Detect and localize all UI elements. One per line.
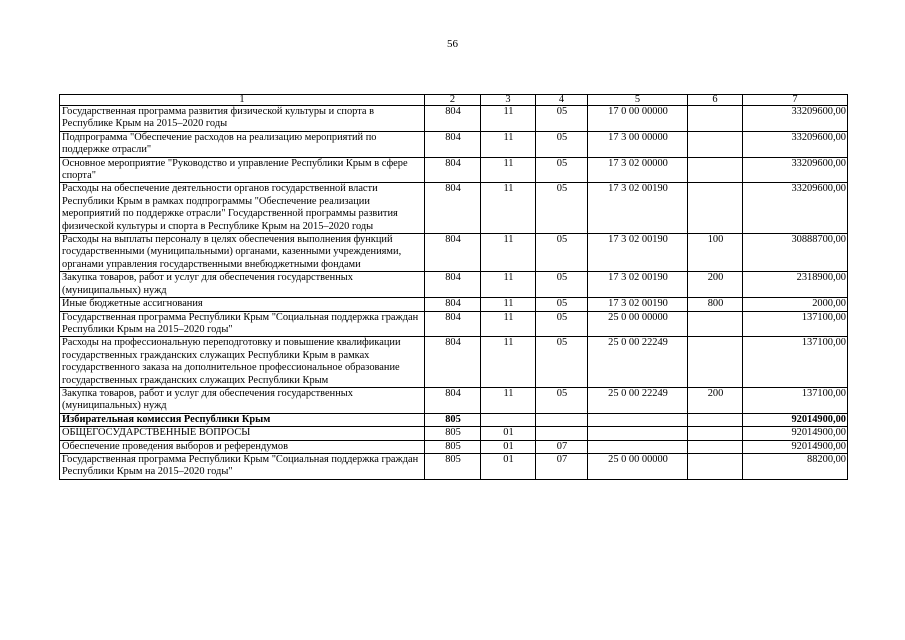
cell-subsection: 05: [536, 183, 588, 234]
cell-target-article: 17 3 02 00190: [588, 183, 688, 234]
cell-expense-type: 100: [688, 234, 743, 272]
table-row: [60, 234, 848, 272]
cell-name: Обеспечение проведения выборов и референдумов: [60, 440, 425, 453]
cell-target-article: [588, 413, 688, 426]
header-cell: 7: [743, 95, 848, 106]
cell-amount: 2000,00: [743, 298, 848, 311]
cell-section: 01: [481, 427, 536, 440]
cell-target-article: 17 3 00 00000: [588, 131, 688, 157]
cell-subsection: 05: [536, 106, 588, 132]
table-row: [60, 131, 848, 157]
cell-ministry-code: 804: [425, 311, 481, 337]
table-row: [60, 427, 848, 440]
table-row: [60, 272, 848, 298]
cell-subsection: 07: [536, 453, 588, 479]
cell-amount: 33209600,00: [743, 183, 848, 234]
cell-name: Расходы на обеспечение деятельности органов государственной власти Республики Крым в рамках подпрограммы "Обеспечение реализации мероприятий по поддержке отрасли" Государственной программы развития физической культуры и спорта в Республике Крым на 2015–2020 годы: [60, 183, 425, 234]
cell-section: 11: [481, 131, 536, 157]
cell-amount: 88200,00: [743, 453, 848, 479]
header-cell: 5: [588, 95, 688, 106]
table-row: [60, 440, 848, 453]
cell-amount: 92014900,00: [743, 413, 848, 426]
table-row: [60, 298, 848, 311]
cell-name: Расходы на выплаты персоналу в целях обеспечения выполнения функций государственными (муниципальными) органами, казенными учреждениями, органами управления государственными внебюджетными фондами: [60, 234, 425, 272]
cell-subsection: 05: [536, 272, 588, 298]
cell-section: 11: [481, 234, 536, 272]
cell-name: Государственная программа Республики Крым "Социальная поддержка граждан Республики Крым на 2015–2020 годы": [60, 453, 425, 479]
cell-target-article: 25 0 00 22249: [588, 387, 688, 413]
cell-subsection: [536, 413, 588, 426]
cell-amount: 137100,00: [743, 337, 848, 388]
cell-amount: 30888700,00: [743, 234, 848, 272]
cell-target-article: 25 0 00 22249: [588, 337, 688, 388]
cell-ministry-code: 804: [425, 234, 481, 272]
cell-ministry-code: 805: [425, 440, 481, 453]
cell-expense-type: [688, 183, 743, 234]
cell-ministry-code: 804: [425, 337, 481, 388]
cell-subsection: 05: [536, 234, 588, 272]
cell-ministry-code: 804: [425, 183, 481, 234]
header-cell: 6: [688, 95, 743, 106]
table-row: [60, 106, 848, 132]
cell-expense-type: 800: [688, 298, 743, 311]
cell-section: 11: [481, 298, 536, 311]
cell-amount: 92014900,00: [743, 427, 848, 440]
cell-section: 01: [481, 453, 536, 479]
cell-ministry-code: 805: [425, 413, 481, 426]
cell-section: 11: [481, 311, 536, 337]
table-row: [60, 453, 848, 479]
cell-name: Государственная программа развития физической культуры и спорта в Республике Крым на 2015–2020 годы: [60, 106, 425, 132]
cell-name: Иные бюджетные ассигнования: [60, 298, 425, 311]
table-row: [60, 337, 848, 388]
table-row: [60, 311, 848, 337]
cell-section: 11: [481, 387, 536, 413]
cell-section: 11: [481, 183, 536, 234]
cell-amount: 137100,00: [743, 311, 848, 337]
cell-name: Закупка товаров, работ и услуг для обеспечения государственных (муниципальных) нужд: [60, 272, 425, 298]
cell-subsection: 07: [536, 440, 588, 453]
cell-section: 11: [481, 272, 536, 298]
header-cell: 4: [536, 95, 588, 106]
budget-table: [59, 94, 848, 480]
cell-amount: 33209600,00: [743, 106, 848, 132]
table-body: [60, 106, 848, 480]
cell-target-article: 17 3 02 00190: [588, 234, 688, 272]
table-row: [60, 387, 848, 413]
table-row: [60, 157, 848, 183]
cell-ministry-code: 804: [425, 106, 481, 132]
cell-expense-type: [688, 440, 743, 453]
cell-target-article: 17 3 02 00190: [588, 272, 688, 298]
cell-name: Государственная программа Республики Крым "Социальная поддержка граждан Республики Крым на 2015–2020 годы": [60, 311, 425, 337]
cell-ministry-code: 805: [425, 453, 481, 479]
table-row: [60, 413, 848, 426]
cell-name: Основное мероприятие "Руководство и управление Республики Крым в сфере спорта": [60, 157, 425, 183]
cell-ministry-code: 804: [425, 387, 481, 413]
cell-section: 11: [481, 337, 536, 388]
cell-amount: 137100,00: [743, 387, 848, 413]
cell-subsection: 05: [536, 311, 588, 337]
header-cell: 3: [481, 95, 536, 106]
cell-target-article: [588, 427, 688, 440]
cell-amount: 33209600,00: [743, 157, 848, 183]
cell-section: [481, 413, 536, 426]
cell-expense-type: [688, 311, 743, 337]
cell-target-article: 25 0 00 00000: [588, 311, 688, 337]
cell-expense-type: [688, 427, 743, 440]
cell-ministry-code: 804: [425, 131, 481, 157]
cell-expense-type: [688, 337, 743, 388]
cell-ministry-code: 804: [425, 298, 481, 311]
cell-target-article: [588, 440, 688, 453]
cell-amount: 92014900,00: [743, 440, 848, 453]
cell-ministry-code: 805: [425, 427, 481, 440]
cell-target-article: 17 0 00 00000: [588, 106, 688, 132]
cell-amount: 2318900,00: [743, 272, 848, 298]
cell-expense-type: [688, 157, 743, 183]
cell-expense-type: [688, 453, 743, 479]
cell-expense-type: [688, 106, 743, 132]
page-number: 56: [447, 38, 458, 50]
cell-section: 11: [481, 106, 536, 132]
table-row: [60, 183, 848, 234]
cell-section: 01: [481, 440, 536, 453]
cell-target-article: 25 0 00 00000: [588, 453, 688, 479]
cell-target-article: 17 3 02 00190: [588, 298, 688, 311]
cell-section: 11: [481, 157, 536, 183]
header-cell: 2: [425, 95, 481, 106]
cell-name: Закупка товаров, работ и услуг для обеспечения государственных (муниципальных) нужд: [60, 387, 425, 413]
cell-subsection: 05: [536, 337, 588, 388]
cell-subsection: 05: [536, 387, 588, 413]
cell-subsection: 05: [536, 298, 588, 311]
cell-subsection: 05: [536, 131, 588, 157]
cell-ministry-code: 804: [425, 157, 481, 183]
cell-name: Подпрограмма "Обеспечение расходов на реализацию мероприятий по поддержке отрасли": [60, 131, 425, 157]
cell-ministry-code: 804: [425, 272, 481, 298]
table-header-row: [60, 95, 848, 106]
cell-target-article: 17 3 02 00000: [588, 157, 688, 183]
header-cell: 1: [60, 95, 425, 106]
cell-name: Избирательная комиссия Республики Крым: [60, 413, 425, 426]
cell-name: Расходы на профессиональную переподготовку и повышение квалификации государственных гражданских служащих Республики Крым в рамках государственного заказа на дополнительное профессиональное образование государственных гражданских служащих Республики Крым: [60, 337, 425, 388]
cell-expense-type: 200: [688, 387, 743, 413]
cell-subsection: 05: [536, 157, 588, 183]
cell-amount: 33209600,00: [743, 131, 848, 157]
cell-name: ОБЩЕГОСУДАРСТВЕННЫЕ ВОПРОСЫ: [60, 427, 425, 440]
cell-expense-type: [688, 413, 743, 426]
cell-expense-type: 200: [688, 272, 743, 298]
cell-subsection: [536, 427, 588, 440]
cell-expense-type: [688, 131, 743, 157]
